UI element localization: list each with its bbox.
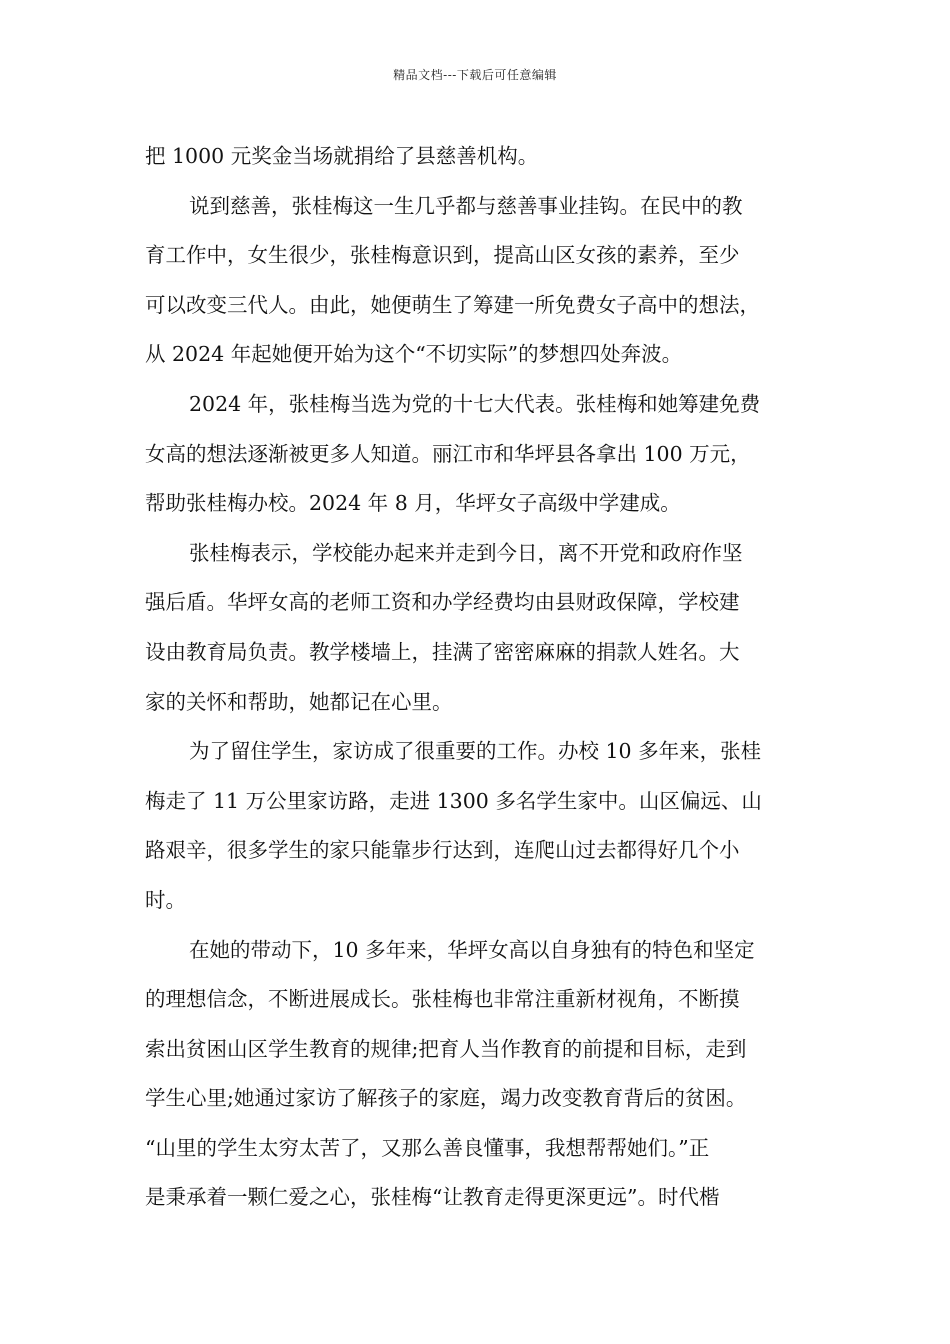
text-line: 可以改变三代人。由此，她便萌生了筹建一所免费女子高中的想法， [145, 292, 760, 317]
text-line: 在她的带动下，10 多年来，华坪女高以自身独有的特色和坚定 [189, 937, 755, 962]
text-line: 学生心里;她通过家访了解孩子的家庭，竭力改变教育背后的贫困。 [145, 1086, 747, 1111]
text-line: 帮助张桂梅办校。2024 年 8 月，华坪女子高级中学建成。 [145, 491, 681, 516]
text-line: 家的关怀和帮助，她都记在心里。 [145, 689, 453, 714]
text-line: 说到慈善，张桂梅这一生几乎都与慈善事业挂钩。在民中的教 [189, 193, 743, 218]
text-line: 强后盾。华坪女高的老师工资和办学经费均由县财政保障，学校建 [145, 590, 740, 615]
document-body [145, 132, 810, 1223]
text-line: “山里的学生太穷太苦了，又那么善良懂事，我想帮帮她们。”正 [145, 1135, 710, 1160]
text-line: 2024 年，张桂梅当选为党的十七大代表。张桂梅和她筹建免费 [189, 391, 761, 416]
text-line: 把 1000 元奖金当场就捐给了县慈善机构。 [145, 144, 539, 168]
page-header: 精品文档---下载后可任意编辑 [393, 68, 557, 82]
text-line: 时。 [145, 887, 186, 912]
text-line: 从 2024 年起她便开始为这个“不切实际”的梦想四处奔波。 [145, 342, 683, 367]
text-line: 育工作中，女生很少，张桂梅意识到，提高山区女孩的素养，至少 [145, 243, 740, 268]
text-line: 设由教育局负责。教学楼墙上，挂满了密密麻麻的捐款人姓名。大 [145, 639, 740, 664]
text-line: 张桂梅表示，学校能办起来并走到今日，离不开党和政府作坚 [189, 540, 743, 565]
text-line: 女高的想法逐渐被更多人知道。丽江市和华坪县各拿出 100 万元， [145, 441, 751, 466]
text-line: 为了留住学生，家访成了很重要的工作。办校 10 多年来，张桂 [189, 739, 762, 764]
text-line: 梅走了 11 万公里家访路，走进 1300 多名学生家中。山区偏远、山 [145, 788, 762, 813]
text-line: 路艰辛，很多学生的家只能靠步行达到，连爬山过去都得好几个小 [145, 838, 740, 863]
text-line: 是秉承着一颗仁爱之心，张桂梅“让教育走得更深更远”。时代楷 [145, 1185, 720, 1210]
text-line: 的理想信念，不断进展成长。张桂梅也非常注重新材视角，不断摸 [145, 987, 740, 1012]
text-line: 索出贫困山区学生教育的规律;把育人当作教育的前提和目标，走到 [145, 1036, 747, 1061]
